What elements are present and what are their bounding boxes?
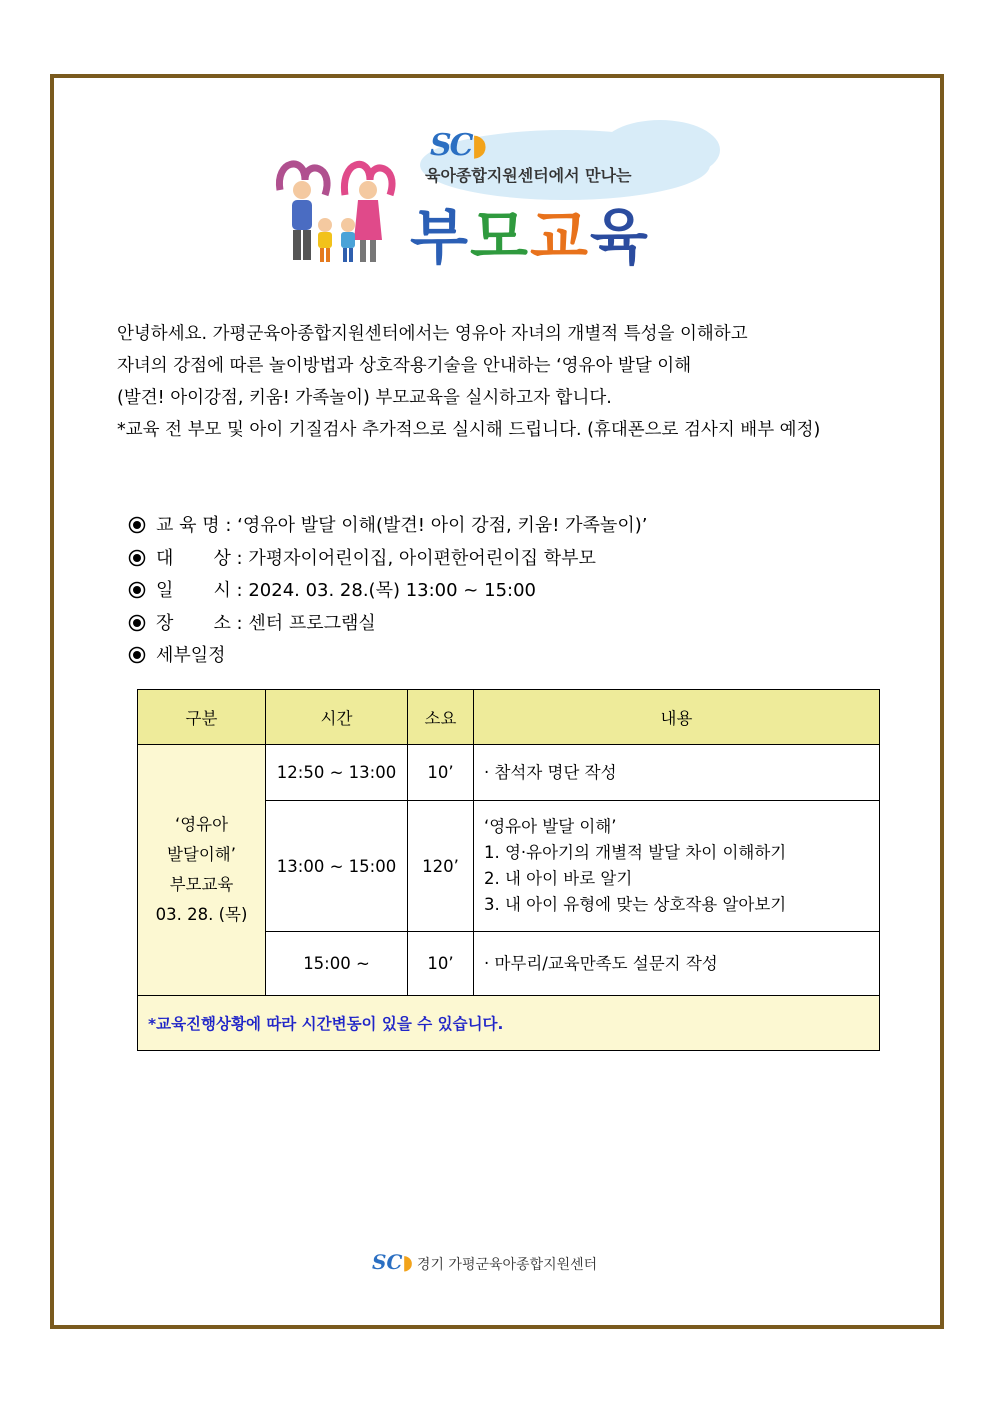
info-text: 세부일정 [156, 645, 226, 666]
duration-cell: 10’ [408, 745, 474, 801]
column-header: 소요 [408, 690, 474, 745]
time-cell: 13:00 ~ 15:00 [266, 801, 408, 932]
table-header-row [138, 690, 880, 745]
category-cell [138, 745, 266, 996]
banner-subtitle: 육아종합지원센터에서 만나는 [425, 166, 632, 185]
schedule-table [137, 689, 880, 1051]
info-text: 일 시 : 2024. 03. 28.(목) 13:00 ~ 15:00 [156, 580, 536, 601]
title-char: 모 [469, 203, 530, 273]
intro-line: (발견! 아이강점, 키움! 가족놀이) 부모교육을 실시하고자 합니다. [117, 388, 612, 408]
info-item-place [128, 608, 647, 641]
content-line: 1. 영·유아기의 개별적 발달 차이 이해하기 [484, 843, 787, 862]
content-cell [474, 801, 880, 932]
schedule-note: *교육진행상황에 따라 시간변동이 있을 수 있습니다. [138, 996, 880, 1051]
content-line: · 마무리/교육만족도 설문지 작성 [484, 953, 718, 973]
content-cell [474, 932, 880, 996]
duration-cell: 120’ [408, 801, 474, 932]
title-char: 교 [529, 203, 590, 273]
info-list [128, 510, 647, 673]
intro-line: *교육 전 부모 및 아이 기질검사 추가적으로 실시해 드립니다. (휴대폰으로 검사지 배부 예정) [117, 420, 821, 440]
intro-line: 안녕하세요. 가평군육아종합지원센터에서는 영유아 자녀의 개별적 특성을 이해하고 [117, 324, 748, 344]
table-row [138, 745, 880, 801]
title-char: 부 [410, 203, 470, 273]
table-note-row [138, 996, 880, 1051]
category-line: 발달이해’ [166, 845, 236, 864]
title-char: 육 [589, 203, 650, 273]
intro-line: 자녀의 강점에 따른 놀이방법과 상호작용기술을 안내하는 ‘영유아 발달 이해 [117, 356, 692, 376]
radio-bullet-icon [128, 549, 146, 567]
content-line: 2. 내 아이 바로 알기 [484, 869, 633, 888]
radio-bullet-icon [128, 646, 146, 664]
duration-cell: 10’ [408, 932, 474, 996]
category-line: 부모교육 [169, 875, 234, 894]
footer-logo [372, 1250, 597, 1274]
info-item-date [128, 575, 647, 608]
radio-bullet-icon [128, 614, 146, 632]
column-header: 구분 [138, 690, 266, 745]
content-line: ‘영유아 발달 이해’ [484, 817, 617, 836]
info-item-target [128, 543, 647, 576]
banner-title [410, 190, 650, 276]
content-line: · 참석자 명단 작성 [484, 762, 617, 782]
info-item-program [128, 510, 647, 543]
info-text: 교 육 명 : ‘영유아 발달 이해(발견! 아이 강점, 키움! 가족놀이)’ [156, 515, 648, 536]
info-item-schedule [128, 640, 647, 673]
category-line: 03. 28. (목) [155, 905, 248, 924]
category-line: ‘영유아 [174, 815, 229, 834]
center-logo: SC◗ [430, 128, 486, 163]
footer-text: 경기 가평군육아종합지원센터 [416, 1257, 598, 1273]
intro-paragraph [117, 318, 917, 446]
footer-logo-mark: SC◗ [372, 1250, 413, 1274]
header-banner [270, 120, 730, 273]
content-line: 3. 내 아이 유형에 맞는 상호작용 알아보기 [484, 895, 787, 914]
time-cell: 12:50 ~ 13:00 [266, 745, 408, 801]
radio-bullet-icon [128, 516, 146, 534]
info-text: 장 소 : 센터 프로그램실 [156, 612, 376, 634]
column-header: 내용 [474, 690, 880, 745]
column-header: 시간 [266, 690, 408, 745]
time-cell: 15:00 ~ [266, 932, 408, 996]
content-cell [474, 745, 880, 801]
radio-bullet-icon [128, 581, 146, 599]
info-text: 대 상 : 가평자이어린이집, 아이편한어린이집 학부모 [156, 547, 596, 569]
family-illustration-icon [270, 140, 400, 270]
